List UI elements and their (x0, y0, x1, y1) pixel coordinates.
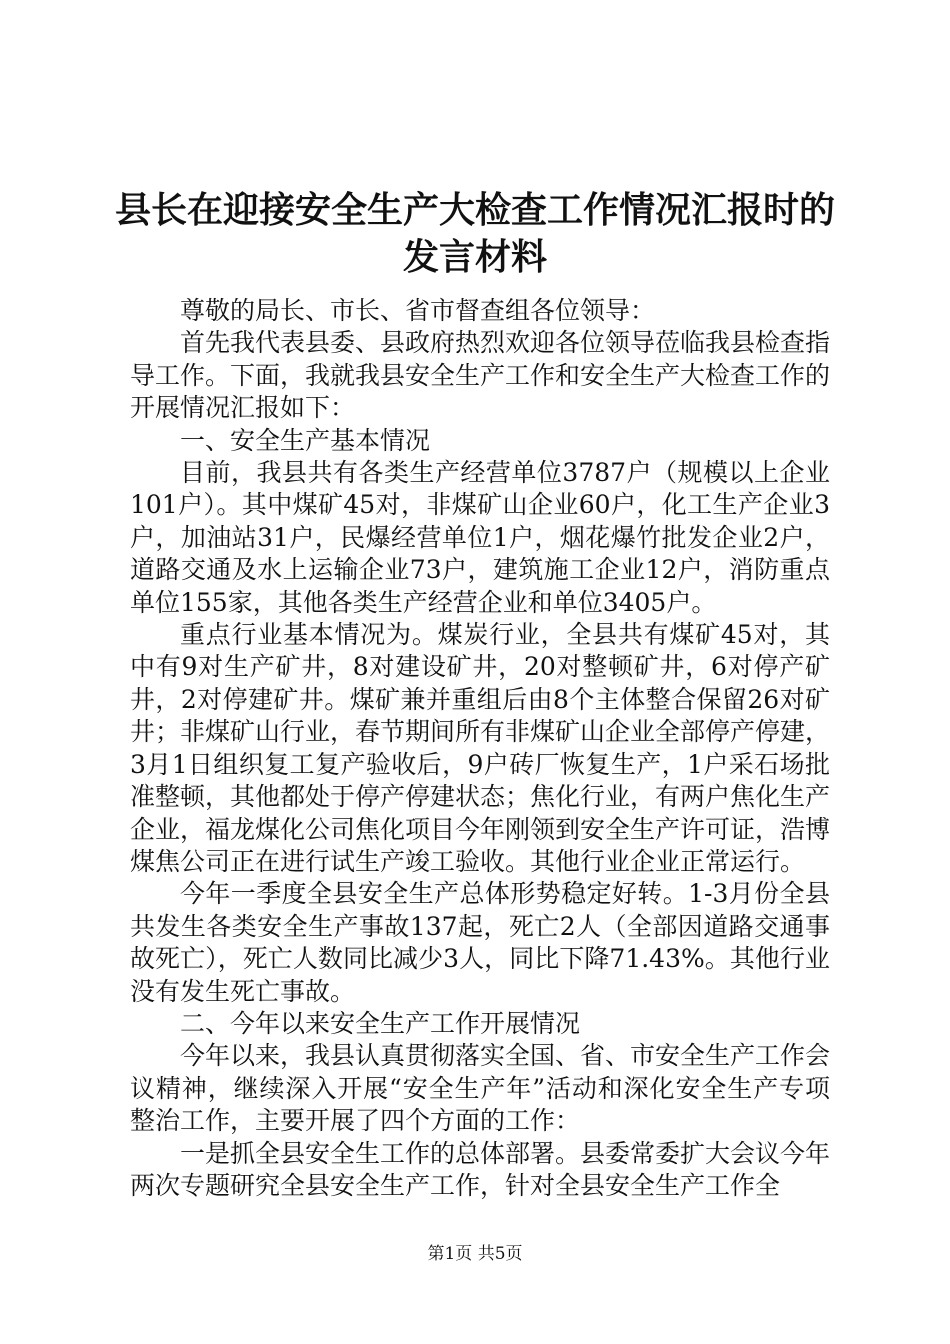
body-paragraph: 重点行业基本情况为。煤炭行业，全县共有煤矿45对，其中有9对生产矿井，8对建设矿井，20对整顿矿井，6对停产矿井，2对停建矿井。煤矿兼并重组后由8个主体整合保留26对矿井；非煤矿山行业，春节期间所有非煤矿山企业全部停产停建，3月1日组织复工复产验收后，9户砖厂恢复生产，1户采石场批准整顿，其他都处于停产停建状态；焦化行业，有两户焦化生产企业，福龙煤化公司焦化项目今年刚领到安全生产许可证，浩博煤焦公司正在进行试生产竣工验收。其他行业企业正常运行。 (130, 620, 831, 876)
page-number-footer: 第1页 共5页 (427, 1244, 523, 1264)
body-paragraph: 今年以来，我县认真贯彻落实全国、省、市安全生产工作会议精神，继续深入开展“安全生产年”活动和深化安全生产专项整治工作，主要开展了四个方面的工作： (130, 1041, 831, 1136)
body-paragraph: 今年一季度全县安全生产总体形势稳定好转。1-3月份全县共发生各类安全生产事故137起，死亡2人（全部因道路交通事故死亡），死亡人数同比减少3人，同比下降71.43%。其他行业没有发生死亡事故。 (130, 879, 830, 1006)
intro-paragraph: 首先我代表县委、县政府热烈欢迎各位领导莅临我县检查指导工作。下面，我就我县安全生产工作和安全生产大检查工作的开展情况汇报如下： (130, 328, 831, 423)
document-title-line-2: 发言材料 (402, 236, 547, 278)
section-heading-2: 二、今年以来安全生产工作开展情况 (180, 1008, 581, 1038)
body-paragraph: 目前，我县共有各类生产经营单位3787户（规模以上企业101户）。其中煤矿45对，非煤矿山企业60户，化工生产企业3户，加油站31户，民爆经营单位1户，烟花爆竹批发企业2户，道路交通及水上运输企业73户，建筑施工企业12户，消防重点单位155家，其他各类生产经营企业和单位3405户。 (130, 458, 830, 617)
document-body (130, 295, 830, 1202)
body-paragraph: 一是抓全县安全生工作的总体部署。县委常委扩大会议今年两次专题研究全县安全生产工作，针对全县安全生产工作全 (130, 1138, 831, 1200)
section-heading-1: 一、安全生产基本情况 (180, 425, 431, 455)
document-title-line-1: 县长在迎接安全生产大检查工作情况汇报时的 (114, 189, 835, 231)
salutation-paragraph: 尊敬的局长、市长、省市督查组各位领导： (180, 296, 656, 325)
